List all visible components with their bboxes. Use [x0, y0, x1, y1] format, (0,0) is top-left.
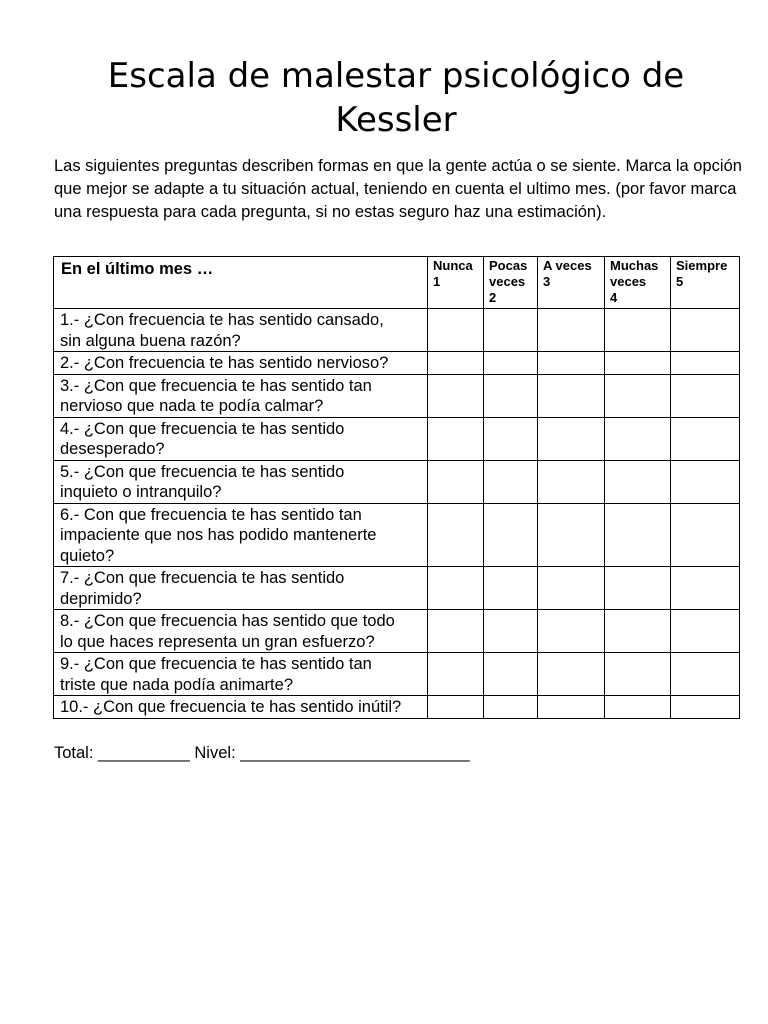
answer-cell-pocas-veces[interactable] [484, 309, 538, 352]
option-header-siempre [671, 257, 740, 309]
answer-cell-muchas-veces[interactable] [605, 503, 671, 567]
table-row [54, 352, 740, 375]
answer-cell-a-veces[interactable] [538, 567, 605, 610]
answer-cell-nunca[interactable] [428, 610, 484, 653]
option-header-a-veces [538, 257, 605, 309]
answer-cell-nunca[interactable] [428, 567, 484, 610]
option-value: 1 [433, 274, 441, 289]
option-label: Pocas veces [489, 258, 528, 289]
option-value: 4 [610, 290, 618, 305]
option-header-nunca [428, 257, 484, 309]
answer-cell-nunca[interactable] [428, 503, 484, 567]
answer-cell-a-veces[interactable] [538, 460, 605, 503]
option-header-muchas-veces [605, 257, 671, 309]
answer-cell-muchas-veces[interactable] [605, 374, 671, 417]
answer-cell-muchas-veces[interactable] [605, 610, 671, 653]
answer-cell-siempre[interactable] [671, 567, 740, 610]
answer-cell-pocas-veces[interactable] [484, 610, 538, 653]
answer-cell-nunca[interactable] [428, 417, 484, 460]
option-label: Nunca [433, 258, 473, 273]
total-field[interactable]: __________ [98, 744, 190, 762]
answer-cell-a-veces[interactable] [538, 696, 605, 719]
option-label: A veces [543, 258, 592, 273]
answer-cell-muchas-veces[interactable] [605, 567, 671, 610]
table-row [54, 374, 740, 417]
score-footer [54, 743, 470, 763]
answer-cell-pocas-veces[interactable] [484, 653, 538, 696]
option-value: 2 [489, 290, 497, 305]
table-row [54, 653, 740, 696]
option-header-pocas-veces [484, 257, 538, 309]
answer-cell-nunca[interactable] [428, 653, 484, 696]
answer-cell-muchas-veces[interactable] [605, 417, 671, 460]
answer-cell-pocas-veces[interactable] [484, 567, 538, 610]
answer-cell-muchas-veces[interactable] [605, 309, 671, 352]
answer-cell-nunca[interactable] [428, 374, 484, 417]
answer-cell-nunca[interactable] [428, 309, 484, 352]
answer-cell-muchas-veces[interactable] [605, 696, 671, 719]
kessler-scale-table [53, 256, 740, 719]
answer-cell-a-veces[interactable] [538, 417, 605, 460]
title-line-2: Kessler [335, 100, 457, 140]
page-title [54, 54, 738, 142]
answer-cell-muchas-veces[interactable] [605, 460, 671, 503]
level-label: Nivel: [194, 744, 236, 762]
option-value: 5 [676, 274, 684, 289]
answer-cell-a-veces[interactable] [538, 503, 605, 567]
table-row [54, 417, 740, 460]
answer-cell-a-veces[interactable] [538, 653, 605, 696]
question-column-header: En el último mes … [54, 257, 428, 309]
answer-cell-pocas-veces[interactable] [484, 352, 538, 375]
question-5: 5.- ¿Con que frecuencia te has sentido inquieto o intranquilo? [54, 460, 428, 503]
answer-cell-siempre[interactable] [671, 352, 740, 375]
answer-cell-a-veces[interactable] [538, 610, 605, 653]
answer-cell-pocas-veces[interactable] [484, 374, 538, 417]
instructions-paragraph: Las siguientes preguntas describen formas en que la gente actúa o se siente. Marca la opción que mejor se adapte a tu situación actual, teniendo en cuenta el ultimo mes. (por favor marca una respuesta para cada pregunta, si no estas seguro haz una estimación). [54, 157, 742, 221]
answer-cell-nunca[interactable] [428, 696, 484, 719]
total-label: Total: [54, 744, 94, 762]
table-row [54, 567, 740, 610]
question-6: 6.- Con que frecuencia te has sentido tan impaciente que nos has podido mantenerte quieto? [54, 503, 428, 567]
table-header-row [54, 257, 740, 309]
answer-cell-a-veces[interactable] [538, 309, 605, 352]
table-row [54, 696, 740, 719]
question-7: 7.- ¿Con que frecuencia te has sentido deprimido? [54, 567, 428, 610]
question-9: 9.- ¿Con que frecuencia te has sentido tan triste que nada podía animarte? [54, 653, 428, 696]
table-row [54, 610, 740, 653]
question-3: 3.- ¿Con que frecuencia te has sentido tan nervioso que nada te podía calmar? [54, 374, 428, 417]
answer-cell-a-veces[interactable] [538, 374, 605, 417]
answer-cell-nunca[interactable] [428, 460, 484, 503]
answer-cell-pocas-veces[interactable] [484, 417, 538, 460]
question-4: 4.- ¿Con que frecuencia te has sentido desesperado? [54, 417, 428, 460]
answer-cell-nunca[interactable] [428, 352, 484, 375]
answer-cell-siempre[interactable] [671, 503, 740, 567]
option-value: 3 [543, 274, 551, 289]
answer-cell-a-veces[interactable] [538, 352, 605, 375]
title-line-1: Escala de malestar psicológico de [107, 56, 685, 96]
answer-cell-siempre[interactable] [671, 610, 740, 653]
question-2: 2.- ¿Con frecuencia te has sentido nervioso? [54, 352, 428, 375]
answer-cell-muchas-veces[interactable] [605, 352, 671, 375]
answer-cell-pocas-veces[interactable] [484, 460, 538, 503]
answer-cell-siempre[interactable] [671, 374, 740, 417]
questions-body [54, 309, 740, 719]
answer-cell-siempre[interactable] [671, 417, 740, 460]
answer-cell-siempre[interactable] [671, 309, 740, 352]
answer-cell-pocas-veces[interactable] [484, 696, 538, 719]
option-label: Muchas veces [610, 258, 659, 289]
question-1: 1.- ¿Con frecuencia te has sentido cansado, sin alguna buena razón? [54, 309, 428, 352]
table-row [54, 503, 740, 567]
answer-cell-siempre[interactable] [671, 653, 740, 696]
level-field[interactable]: _________________________ [240, 744, 470, 762]
table-row [54, 460, 740, 503]
question-10: 10.- ¿Con que frecuencia te has sentido inútil? [54, 696, 428, 719]
table-row [54, 309, 740, 352]
answer-cell-pocas-veces[interactable] [484, 503, 538, 567]
answer-cell-siempre[interactable] [671, 460, 740, 503]
question-8: 8.- ¿Con que frecuencia has sentido que todo lo que haces representa un gran esfuerzo? [54, 610, 428, 653]
option-label: Siempre [676, 258, 728, 273]
answer-cell-muchas-veces[interactable] [605, 653, 671, 696]
answer-cell-siempre[interactable] [671, 696, 740, 719]
